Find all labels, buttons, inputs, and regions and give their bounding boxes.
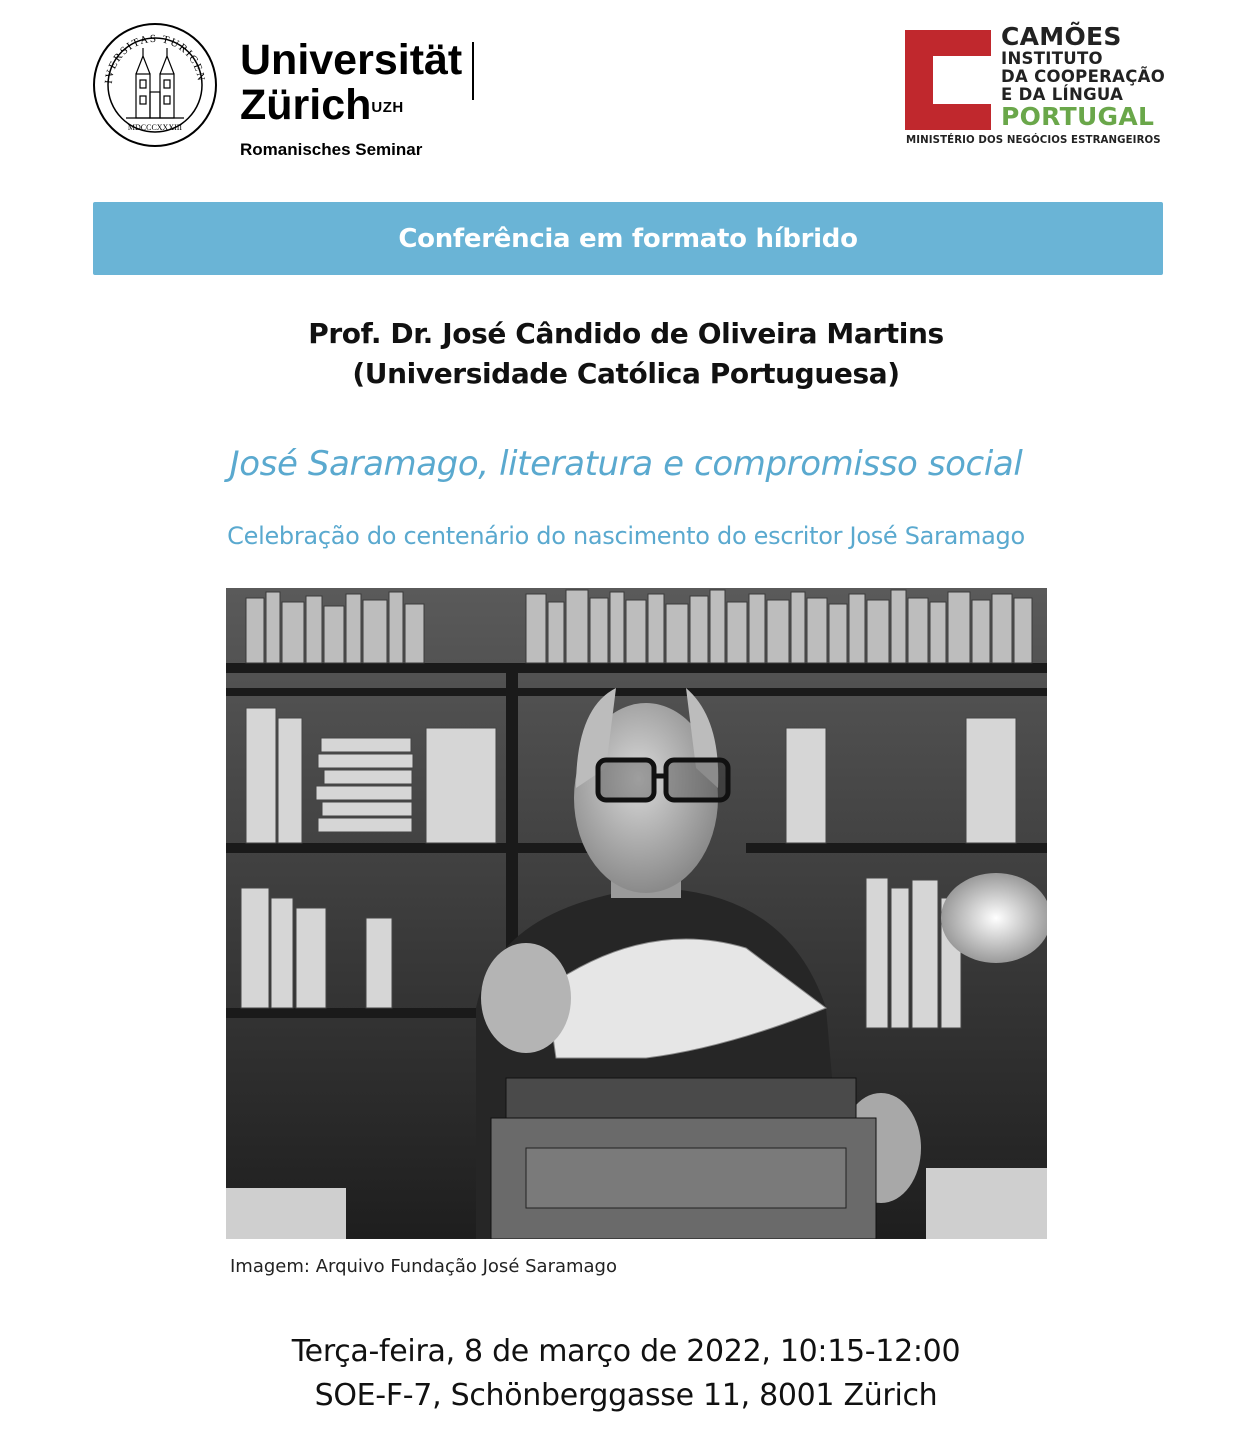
camoes-line1: CAMÕES	[1001, 22, 1122, 51]
talk-subtitle: Celebração do centenário do nascimento do escritor José Saramago	[227, 522, 1025, 550]
event-details	[0, 1330, 1252, 1418]
university-abbrev: UZH	[371, 99, 404, 116]
department-name: Romanisches Seminar	[240, 140, 423, 159]
speaker-affiliation: (Universidade Católica Portuguesa)	[352, 357, 900, 390]
university-name-line1: Universität	[240, 36, 463, 84]
camoes-c-logo	[905, 30, 991, 130]
photo-caption: Imagem: Arquivo Fundação José Saramago	[230, 1256, 617, 1277]
format-banner	[93, 202, 1163, 275]
talk-title: José Saramago, literatura e compromisso social	[229, 444, 1023, 484]
speaker-name: Prof. Dr. José Cândido de Oliveira Martins	[308, 317, 944, 350]
format-banner-label: Conferência em formato híbrido	[398, 223, 858, 254]
camoes-wordmark	[1001, 24, 1165, 130]
uzh-seal-logo	[92, 22, 218, 148]
university-name	[240, 38, 462, 128]
seal-text-bottom: MDCCCXXXIII	[127, 123, 183, 132]
author-photo	[226, 588, 1047, 1239]
event-location: SOE-F-7, Schönberggasse 11, 8001 Zürich	[314, 1378, 938, 1413]
camoes-line4: E DA LÍNGUA	[1001, 85, 1124, 104]
speaker-block	[0, 314, 1252, 394]
camoes-line2: INSTITUTO	[1001, 49, 1103, 68]
camoes-line3: DA COOPERAÇÃO	[1001, 67, 1166, 86]
university-name-line2: Zürich	[240, 81, 372, 129]
event-datetime: Terça-feira, 8 de março de 2022, 10:15-12:00	[291, 1334, 961, 1369]
logo-divider	[472, 42, 474, 100]
camoes-line5: PORTUGAL	[1001, 102, 1155, 131]
seal-text-top: IVERSITAS TURICEN	[102, 32, 208, 85]
ministry-name: MINISTÉRIO DOS NEGÓCIOS ESTRANGEIROS	[906, 135, 1161, 146]
